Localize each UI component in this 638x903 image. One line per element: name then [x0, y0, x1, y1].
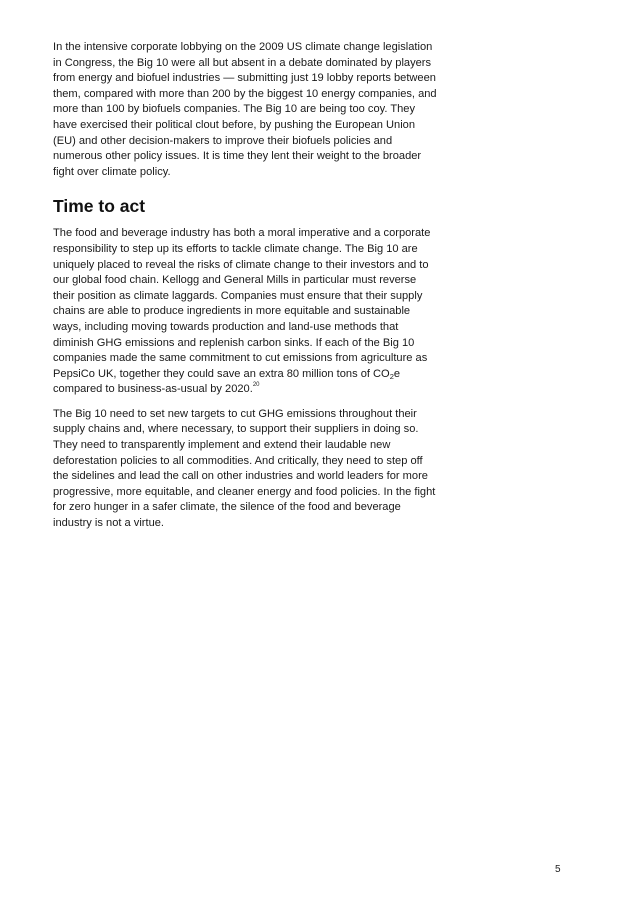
time-to-act-paragraph-2: The Big 10 need to set new targets to cut GHG emissions throughout their supply chains and, where necessary, to support their suppliers in doing so. They need to transparently implement and extend their laudable new deforestation policies to all commodities. And critically, they need to step off the sidelines and lead the call on other industries and world leaders for more progressive, more equitable, and cleaner energy and food policies. In the fight for zero hunger in a safer climate, the silence of the food and beverage industry is not a virtue. — [53, 407, 436, 530]
time-to-act-paragraph-1 — [53, 226, 439, 398]
paragraph-text-before: The food and beverage industry has both a moral imperative and a corporate responsibility to step up its efforts to tackle climate change. The Big 10 are uniquely placed to reveal the risks of climate change to their investors and to our global food chain. Kellogg and General Mills in particular must reverse their position as climate laggards. Companies must ensure that their supply chains are able to produce ingredients in more equitable and sustainable ways, including moving towards production and land-use methods that diminish GHG emissions and replenish carbon sinks. If each of the Big 10 companies made the same commitment to cut emissions from agriculture as PepsiCo UK, together they could save an extra 80 million tons of CO — [53, 227, 431, 380]
lobbying-paragraph: In the intensive corporate lobbying on the 2009 US climate change legislation in Congress, the Big 10 were all but absent in a debate dominated by players from energy and biofuel industries — submitting just 19 lobby reports between them, compared with more than 200 by the biggest 10 energy companies, and more than 100 by biofuels companies. The Big 10 are being too coy. They have exercised their political clout before, by pushing the European Union (EU) and other decision-makers to improve their biofuels policies and numerous other policy issues. It is time they lent their weight to the broader fight over climate policy. — [53, 41, 437, 178]
paragraph-text-after: e compared to business-as-usual by 2020. — [53, 367, 401, 396]
document-body — [53, 40, 439, 532]
co2-subscript: 2 — [389, 371, 394, 381]
page-number: 5 — [555, 864, 561, 875]
section-heading-time-to-act: Time to act — [53, 196, 146, 217]
footnote-reference: 20 — [252, 382, 260, 389]
